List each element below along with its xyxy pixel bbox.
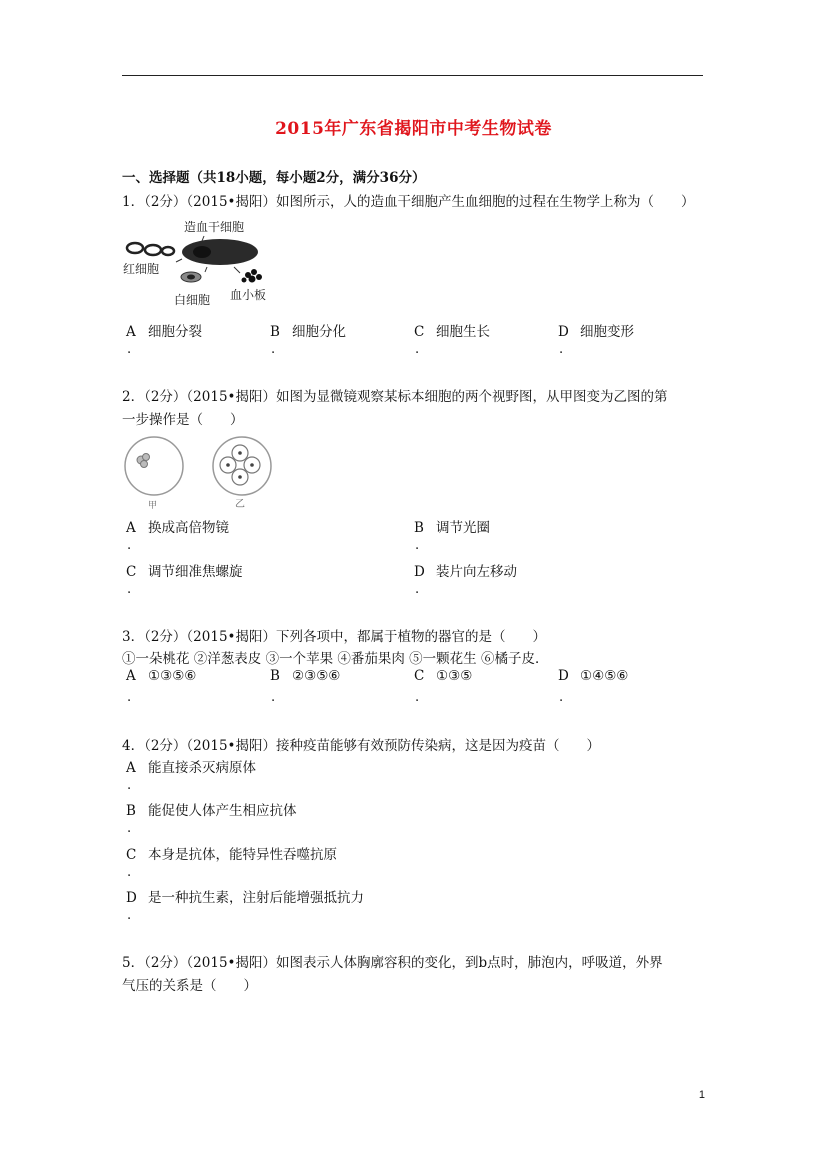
q4-option-d[interactable]: D 是一种抗生素，注射后能增强抵抗力 — [126, 890, 364, 906]
q1-dot-c: . — [415, 342, 420, 357]
q1-fig-red-cell-label: 红细胞 — [123, 262, 160, 276]
q2-option-d[interactable]: D 装片向左移动 — [414, 564, 517, 580]
q1-option-c[interactable]: C 细胞生长 — [414, 324, 490, 340]
q2-option-b[interactable]: B 调节光圈 — [414, 520, 490, 536]
q1-option-d[interactable]: D 细胞变形 — [558, 324, 634, 340]
q1-fig-platelet-label: 血小板 — [230, 288, 267, 302]
red-cell-shape — [127, 243, 143, 253]
q2-fig-label-b: 乙 — [235, 499, 245, 510]
header-rule — [122, 75, 703, 76]
q4-option-c[interactable]: C 本身是抗体，能特异性吞噬抗原 — [126, 847, 337, 863]
q2-dot-d: . — [415, 582, 420, 597]
q1-fig-white-cell-label: 白细胞 — [174, 293, 211, 307]
q3-dot-a: . — [127, 690, 132, 705]
q2-option-a[interactable]: A 换成高倍物镜 — [126, 520, 229, 536]
q3-items: ①一朵桃花 ②洋葱表皮 ③一个苹果 ④番茄果肉 ⑤一颗花生 ⑥橘子皮． — [122, 651, 549, 667]
q4-dot-d: . — [127, 908, 132, 923]
section-heading: 一、选择题（共18小题，每小题2分，满分36分） — [122, 170, 426, 186]
q5-stem-line1: 5．（2分）（2015•揭阳）如图表示人体胸廓容积的变化，到b点时，肺泡内，呼吸道，外界 — [122, 955, 663, 971]
q4-stem: 4．（2分）（2015•揭阳）接种疫苗能够有效预防传染病，这是因为疫苗（ ） — [122, 738, 600, 754]
q1-option-a[interactable]: A 细胞分裂 — [126, 324, 202, 340]
view-a-circle — [125, 437, 183, 495]
page-title: 2015年广东省揭阳市中考生物试卷 — [275, 119, 552, 139]
q1-blood-cell-figure — [122, 215, 282, 310]
q4-dot-a: . — [127, 778, 132, 793]
q3-dot-d: . — [559, 690, 564, 705]
q4-option-a[interactable]: A 能直接杀灭病原体 — [126, 760, 256, 776]
q3-option-b[interactable]: B ②③⑤⑥ — [270, 668, 341, 684]
q3-option-d[interactable]: D ①④⑤⑥ — [558, 668, 629, 684]
q1-dot-b: . — [271, 342, 276, 357]
q2-stem-line2: 一步操作是（ ） — [122, 412, 244, 428]
q3-option-a[interactable]: A ①③⑤⑥ — [126, 668, 197, 684]
q1-stem: 1．（2分）（2015•揭阳）如图所示，人的造血干细胞产生血细胞的过程在生物学上称为（ ） — [122, 194, 695, 210]
q2-option-c[interactable]: C 调节细准焦螺旋 — [126, 564, 243, 580]
page-number: 1 — [698, 1089, 705, 1101]
q3-option-c[interactable]: C ①③⑤ — [414, 668, 473, 684]
q1-option-b[interactable]: B 细胞分化 — [270, 324, 346, 340]
q4-dot-b: . — [127, 821, 132, 836]
q2-stem-line1: 2．（2分）（2015•揭阳）如图为显微镜观察某标本细胞的两个视野图，从甲图变为乙图的第 — [122, 389, 668, 405]
q1-dot-a: . — [127, 342, 132, 357]
q2-dot-b: . — [415, 538, 420, 553]
q1-dot-d: . — [559, 342, 564, 357]
q1-fig-stem-cell-label: 造血干细胞 — [184, 220, 245, 234]
q2-microscope-figure — [124, 433, 284, 511]
q5-stem-line2: 气压的关系是（ ） — [122, 978, 257, 994]
q4-dot-c: . — [127, 865, 132, 880]
q2-dot-a: . — [127, 538, 132, 553]
q2-fig-label-a: 甲 — [148, 501, 158, 511]
q3-stem: 3．（2分）（2015•揭阳）下列各项中，都属于植物的器官的是（ ） — [122, 629, 546, 645]
q2-dot-c: . — [127, 582, 132, 597]
q4-option-b[interactable]: B 能促使人体产生相应抗体 — [126, 803, 297, 819]
q3-dot-c: . — [415, 690, 420, 705]
q3-dot-b: . — [271, 690, 276, 705]
